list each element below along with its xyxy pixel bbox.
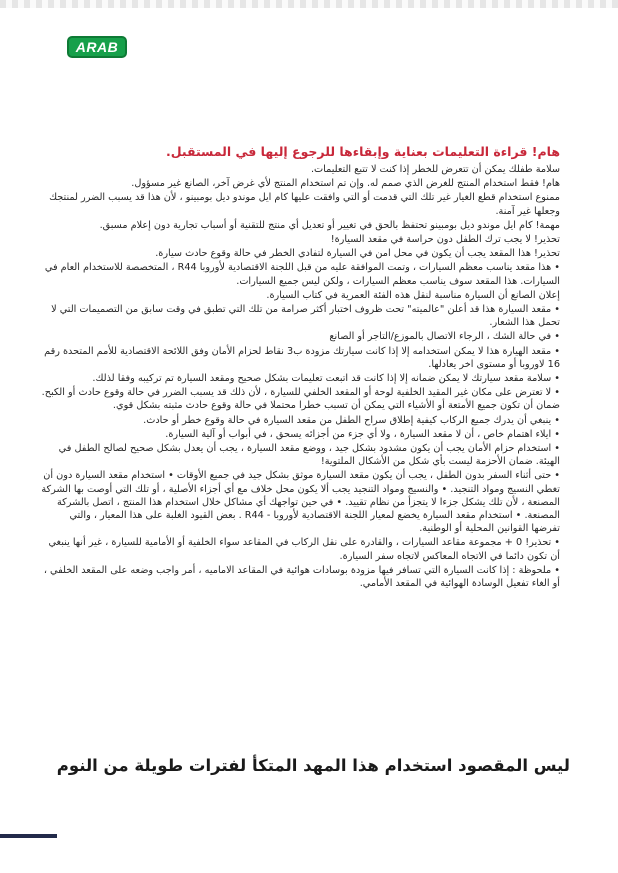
instruction-paragraph: ممنوع استخدام قطع الغيار غير تلك التي قدمت أو التي وافقت عليها كام ايل موندو ديل بومبينو ، لأن هذا قد يسبب الضرر لمنتجك وجعلها غير آمنة. [49, 192, 560, 217]
instruction-paragraph: تحذير! هذا المقعد يجب أن يكون في محل امن في السيارة لتفادي الخطر في حالة وقوع حادث سيارة. [155, 248, 560, 260]
instruction-paragraph: تحذير! لا يجب ترك الطفل دون حراسة في مقعد السيارة! [330, 234, 560, 246]
instruction-paragraph: إعلان الصانع أن السيارة مناسبة لنقل هذه الفئة العمرية في كتاب السيارة. [266, 289, 560, 301]
instruction-paragraph: • تحذير! 0 + مجموعة مقاعد السيارات ، والقادرة على نقل الركاب في المقاعد سواء الخلفية أو الأمامية للسيارة ، غير أنها ينبغي أن تكون دائما في الاتجاه المعاكس لاتجاه سفر السيارة. [48, 537, 560, 562]
instructions-section [40, 144, 560, 591]
instruction-paragraph: • سلامة مقعد سيارتك لا يمكن ضمانه إلا إذا كانت قد اتبعت تعليمات بشكل صحيح ومقعد السيارة تم تركيبه وفقا لذلك. [92, 373, 560, 385]
sleep-warning-title: ليس المقصود استخدام هذا المهد المتكأ لفترات طويلة من النوم [56, 756, 570, 775]
instruction-paragraph: • مقعد السيارة هذا قد أعلن "عالميته" تحت ظروف اختبار أكثر صرامة من تلك التي تطبق في وقت سابق من التصميمات التي لا تحمل هذا الشعار. [51, 304, 560, 329]
instruction-paragraph: سلامة طفلك يمكن أن تتعرض للخطر إذا كنت لا تتبع التعليمات. [310, 164, 560, 175]
brand-logo [67, 36, 127, 58]
instruction-paragraph: • ينبغي أن يدرك جميع الركاب كيفية إطلاق سراح الطفل من مقعد السيارة في حالة وقوع خطر أو حادث. [143, 414, 560, 426]
top-decorative-strip [0, 0, 618, 8]
instruction-paragraph: هام! فقط استخدام المنتج للغرض الذي صمم له. وإن تم استخدام المنتج لأي غرض آخر، الصانع غير مسؤول. [131, 178, 560, 190]
instruction-paragraph: • مقعد الهيارة هذا لا يمكن استخدامه إلا إذا كانت سيارتك مزودة ب3 نقاط لحزام الأمان وفق اللائحة الاقتصادية للأمم المتحدة رقم 16 لاوروبا أو مستوى اخر يعادلها. [44, 345, 560, 370]
instruction-paragraph: • ايلاء اهتمام خاص ، أن لا مقعد السيارة ، ولا أي جزء من أجزائه يسحق ، في أبواب أو آلية السيارة. [165, 428, 560, 440]
footer-accent-bar [0, 834, 57, 838]
instruction-paragraph: • ملحوظة : إذا كانت السيارة التي تسافر فيها مزودة بوسادات هوائية في المقاعد الاماميه ، أمر واجب وضعه على المقعد الخلفي ، أو الغاء تفعيل الوسادة الهوائية في المقعد الأمامي. [43, 564, 560, 590]
instructions-heading: هام! قراءة التعليمات بعناية وإبقاءها للرجوع إليها في المستقبل. [165, 144, 560, 159]
instruction-paragraph: مهمة! كام ايل موندو ديل بومبينو تحتفظ بالحق في تغيير أو تعديل أي منتج للتقنية أو أسباب تجارية دون إعلام مسبق. [99, 219, 560, 231]
instruction-paragraph: • حتى أثناء السفر بدون الطفل ، يجب أن يكون مقعد السيارة موثق بشكل جيد في جميع الأوقات • استخدام مقعد السيارة دون أن تغطي النسيج ومواد التنجيد. • والنسيج ومواد التنجيد يجب ألا يكون محل خلاف مع أي أجزاء الأصلية ، أو تلك التي أوصت بها الشركة المصنعة ، لأن تلك يشكل جزءا لا يتجزأ من نظام تقييد. • في حين تواجهك أي مشاكل خلال استخدام هذا المنتج ، اتصل بالشركة المصنعة. • استخدام مقعد السيارة يخضع لمعيار اللجنة الاقتصادية لأوروبا - R44 . بعض القيود الغلبة على هذا المعيار ، والتي تفرضها القوانين المحلية أو الوطنية. [41, 470, 560, 535]
brand-logo-text: ARAB [75, 39, 119, 55]
instruction-paragraph: • لا تعترض على مكان غير المقيد الخلفية لوحة أو المقعد الخلفي للسيارة ، لأن ذلك قد يسبب الضرر في حالة وقوع حادث أو الكبح. ضمان أن تكون جميع الأمتعة أو الأشياء التي يمكن أن تسبب خطرا محتملا في حالة وقوع حادث مثبته بشكل قوي. [41, 387, 560, 412]
instruction-paragraph: • استخدام حزام الأمان يجب أن يكون مشدود بشكل جيد ، ووضع مقعد السيارة ، يجب أن يعدل بشكل صحيح لصالح الطفل في الهيئة. ضمان الأحزمة ليست بأي شكل من الأشكال الملتوية! [58, 443, 560, 468]
instruction-paragraph: • هذا مقعد يناسب معظم السيارات ، وتمت الموافقة عليه من قبل اللجنة الاقتصادية لأوروبا R44 ، المتخصصة للاستخدام العام في السيارات. هذا المقعد سوف يناسب معظم السيارات ، ولكن ليس جميع السيارات. [44, 262, 560, 287]
instruction-paragraph: • في حالة الشك ، الرجاء الاتصال بالموزع/التاجر أو الصانع [329, 331, 560, 343]
instructions-paragraphs [40, 163, 560, 590]
